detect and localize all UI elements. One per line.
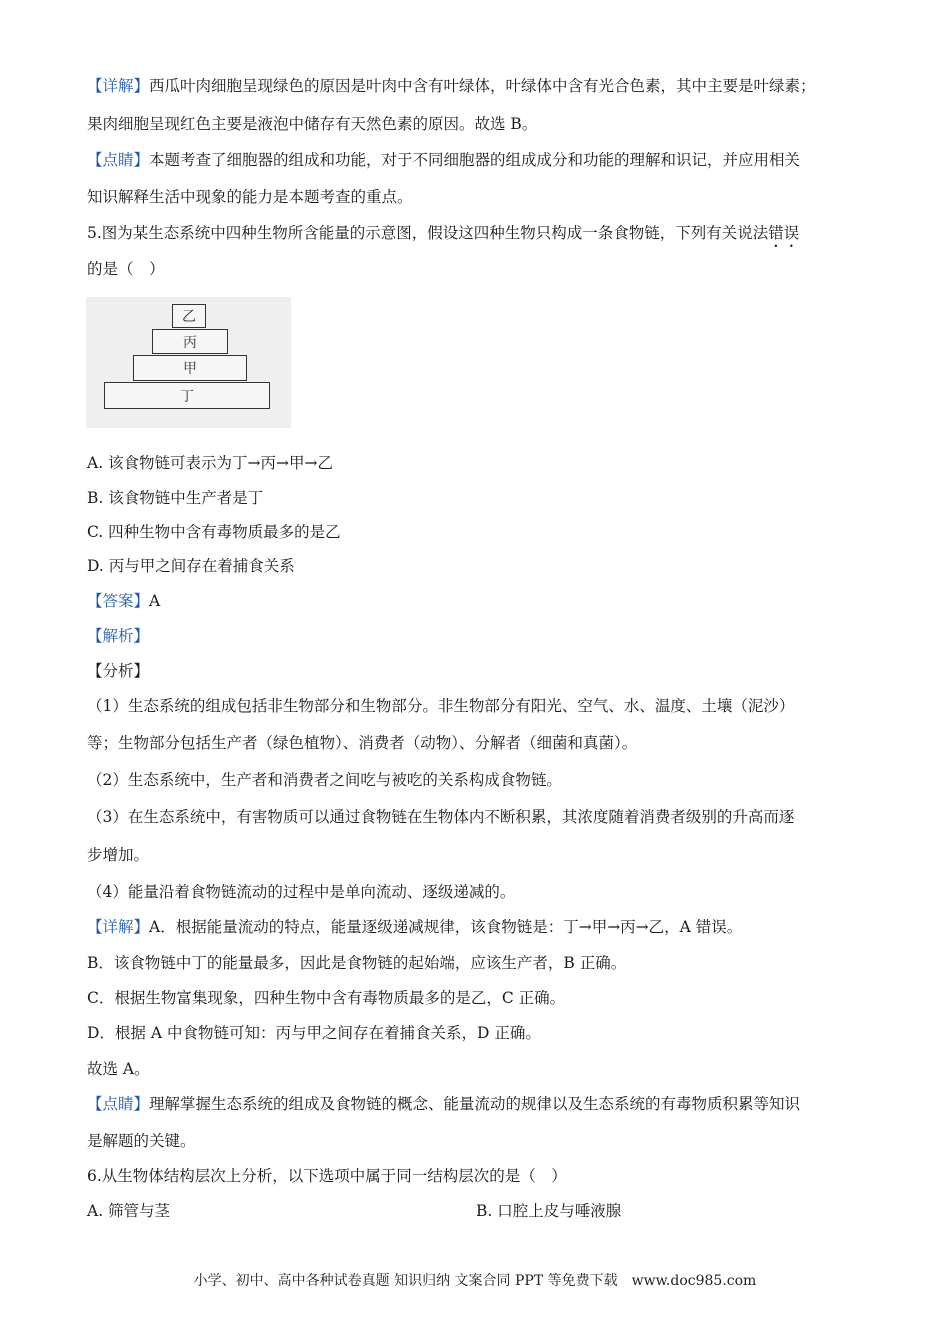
detail-tag: 【详解】 (87, 77, 150, 95)
detail-line-1: 【详解】西瓜叶肉细胞呈现绿色的原因是叶肉中含有叶绿体，叶绿体中含有光合色素，其中主要是叶绿素； (87, 77, 816, 95)
question-6-option-b: B. 口腔上皮与唾液腺 (476, 1202, 622, 1220)
option-c: C. 四种生物中含有毒物质最多的是乙 (87, 523, 341, 541)
question-5-line-1: 5.图为某生态系统中四种生物所含能量的示意图，假设这四种生物只构成一条食物链，下列有关说法错误 (87, 224, 800, 242)
detail-a: 【详解】A．根据能量流动的特点，能量逐级递减规律，该食物链是：丁→甲→丙→乙，A 错误。 (87, 918, 743, 936)
option-a: A. 该食物链可表示为丁→丙→甲→乙 (87, 454, 334, 472)
pyramid-tier-ding: 丁 (104, 382, 270, 409)
detail-c: C．根据生物富集现象，四种生物中含有毒物质最多的是乙，C 正确。 (87, 989, 566, 1007)
analysis-3-line-2: 步增加。 (87, 846, 150, 864)
pyramid-tier-yi: 乙 (172, 304, 206, 328)
detail-b: B．该食物链中丁的能量最多，因此是食物链的起始端，应该生产者，B 正确。 (87, 954, 627, 972)
choose-line: 故选 A。 (87, 1060, 150, 1078)
comment-tag: 【点睛】 (87, 151, 150, 169)
option-b: B. 该食物链中生产者是丁 (87, 489, 264, 507)
emphasis-wrong: 错误 (768, 224, 800, 242)
question-5-line-2: 的是（ ） (87, 260, 165, 278)
answer-tag: 【答案】 (87, 592, 150, 610)
detail-d: D．根据 A 中食物链可知：丙与甲之间存在着捕食关系，D 正确。 (87, 1024, 541, 1042)
option-d: D. 丙与甲之间存在着捕食关系 (87, 557, 295, 575)
answer-line (87, 591, 160, 611)
answer-value: A (149, 592, 161, 610)
question-6: 6.从生物体结构层次上分析，以下选项中属于同一结构层次的是（ ） (87, 1167, 567, 1185)
analysis-1-line-2: 等；生物部分包括生产者（绿色植物）、消费者（动物）、分解者（细菌和真菌）。 (87, 734, 638, 752)
analysis-1-line-1: （1）生态系统的组成包括非生物部分和生物部分。非生物部分有阳光、空气、水、温度、土壤（泥沙） (87, 697, 795, 715)
fenxi-tag: 【分析】 (87, 662, 150, 680)
comment-line-1: 【点睛】本题考查了细胞器的组成和功能，对于不同细胞器的组成成分和功能的理解和识记，并应用相关 (87, 151, 801, 169)
page-footer: 小学、初中、高中各种试卷真题 知识归纳 文案合同 PPT 等免费下载 www.doc985.com (193, 1273, 757, 1289)
comment-line-2: 知识解释生活中现象的能力是本题考查的重点。 (87, 188, 413, 206)
analysis-4: （4）能量沿着食物链流动的过程中是单向流动、逐级递减的。 (87, 883, 516, 901)
comment-5-line-1: 【点睛】理解掌握生态系统的组成及食物链的概念、能量流动的规律以及生态系统的有毒物质积累等知识 (87, 1095, 801, 1113)
comment-5-line-2: 是解题的关键。 (87, 1132, 196, 1150)
energy-pyramid-diagram (86, 297, 291, 428)
pyramid-tier-bing: 丙 (152, 329, 228, 354)
detail-line-2: 果肉细胞呈现红色主要是液泡中储存有天然色素的原因。故选 B。 (87, 115, 538, 133)
question-6-option-a: A. 筛管与茎 (87, 1202, 171, 1220)
analysis-tag: 【解析】 (87, 627, 150, 645)
analysis-2: （2）生态系统中，生产者和消费者之间吃与被吃的关系构成食物链。 (87, 771, 562, 789)
analysis-3-line-1: （3）在生态系统中，有害物质可以通过食物链在生物体内不断积累，其浓度随着消费者级别的升高而逐 (87, 808, 795, 826)
pyramid-tier-jia: 甲 (133, 355, 247, 381)
